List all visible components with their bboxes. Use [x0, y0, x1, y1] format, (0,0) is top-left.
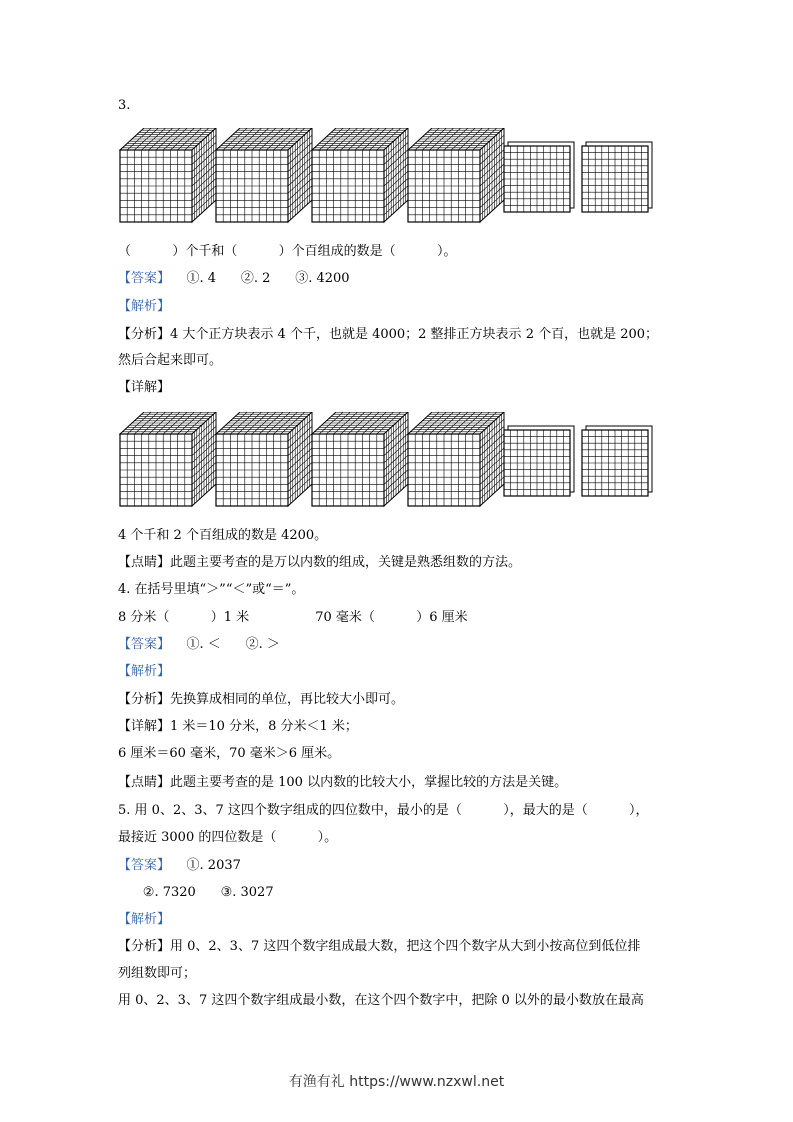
answer-label: 【答案】	[118, 271, 171, 286]
q5-analysis-label: 【解析】	[118, 912, 171, 927]
q5-question-2: 最接近 3000 的四位数是（ ）。	[118, 830, 338, 845]
q3-question: （ ）个千和（ ）个百组成的数是（ ）。	[118, 244, 457, 259]
thousand-cube	[408, 412, 504, 506]
q4-detail-2: 6 厘米＝60 毫米，70 毫米＞6 厘米。	[118, 746, 341, 761]
q5-fenxi-1: 【分析】用 0、2、3、7 这四个数字组成最大数，把这个四个数字从大到小按高位到低位排	[118, 939, 641, 954]
thousand-cube	[120, 128, 216, 222]
q4-fenxi: 【分析】先换算成相同的单位，再比较大小即可。	[118, 692, 405, 707]
q3-fenxi-1: 【分析】4 大个正方块表示 4 个千，也就是 4000；2 整排正方块表示 2 个百，也就是 200；	[118, 327, 659, 342]
thousand-cube	[408, 128, 504, 222]
answer-text: ①. 2037	[170, 858, 241, 873]
thousand-cube	[312, 412, 408, 506]
answer-text: ①. ＜ ②. ＞	[170, 637, 280, 652]
q3-fenxi-2: 然后合起来即可。	[118, 353, 223, 368]
q4-dianjing: 【点睛】此题主要考查的是 100 以内数的比较大小，掌握比较的方法是关键。	[118, 775, 568, 790]
thousand-cube	[216, 128, 312, 222]
q4-answer	[118, 636, 280, 654]
hundred-flat	[582, 426, 652, 496]
q3-number: 3.	[118, 98, 131, 113]
q3-detail-label: 【详解】	[118, 380, 171, 395]
thousand-cube	[312, 128, 408, 222]
answer-text: ①. 4 ②. 2 ③. 4200	[170, 271, 350, 286]
q5-answer	[118, 857, 241, 875]
q3-detail-result: 4 个千和 2 个百组成的数是 4200。	[118, 528, 328, 543]
q3-dianjing: 【点睛】此题主要考查的是万以内数的组成，关键是熟悉组数的方法。	[118, 555, 522, 570]
q5-question-1: 5. 用 0、2、3、7 这四个数字组成的四位数中，最小的是（ ），最大的是（ ），	[118, 803, 649, 818]
base-ten-blocks-figure	[118, 128, 678, 224]
q4-items: 8 分米（ ）1 米 70 毫米（ ）6 厘米	[118, 610, 468, 625]
q5-answer-2: ②. 7320 ③. 3027	[118, 885, 274, 900]
answer-label: 【答案】	[118, 637, 171, 652]
q3-answer	[118, 270, 350, 288]
hundred-flat	[504, 426, 574, 496]
q4-analysis-label: 【解析】	[118, 664, 171, 679]
q3-analysis-label: 【解析】	[118, 299, 171, 314]
hundred-flat	[582, 142, 652, 212]
base-ten-blocks-figure	[118, 412, 678, 508]
q4-detail-1: 【详解】1 米＝10 分米，8 分米＜1 米；	[118, 719, 358, 734]
q5-fenxi-3: 用 0、2、3、7 这四个数字组成最小数，在这个四个数字中，把除 0 以外的最小数放在最高	[118, 993, 644, 1008]
thousand-cube	[120, 412, 216, 506]
footer-watermark: 有渔有礼 https://www.nzxwl.net	[288, 1074, 505, 1090]
q5-fenxi-2: 列组数即可；	[118, 966, 197, 981]
answer-label: 【答案】	[118, 858, 171, 873]
hundred-flat	[504, 142, 574, 212]
q4-question: 4. 在括号里填“＞”“＜”或“＝”。	[118, 582, 305, 597]
thousand-cube	[216, 412, 312, 506]
